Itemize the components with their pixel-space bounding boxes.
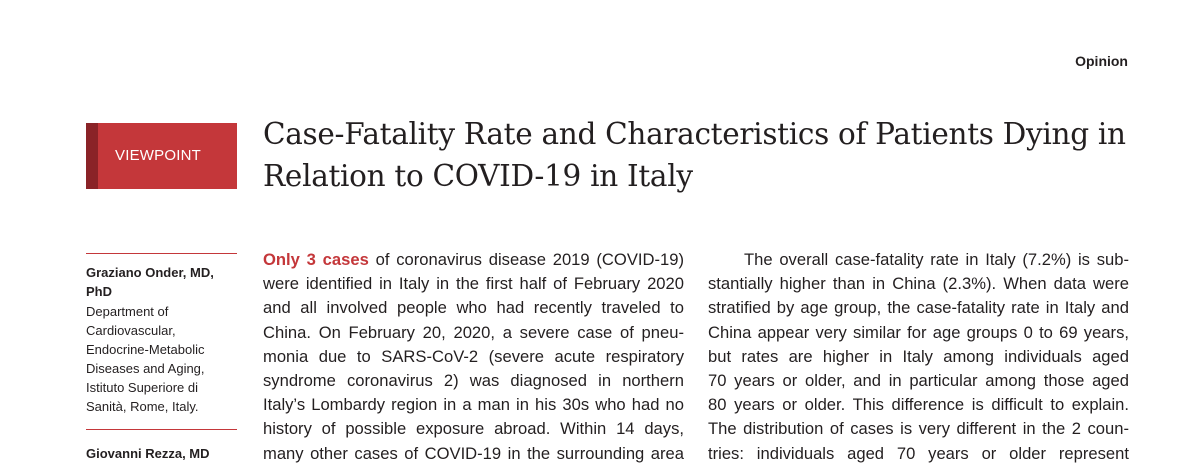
author-sidebar	[86, 253, 237, 463]
section-label: Opinion	[1075, 53, 1128, 69]
affiliation-line: Cardiovascular,	[86, 323, 176, 338]
author-name-line: Giovanni Rezza, MD	[86, 446, 210, 461]
body-line: syndrome coronavirus 2) was diagnosed in northern	[263, 371, 684, 391]
author-divider	[86, 253, 237, 254]
viewpoint-label: VIEWPOINT	[115, 147, 201, 164]
body-line: but rates are higher in Italy among individuals aged	[708, 346, 1129, 366]
author-divider	[86, 429, 237, 430]
body-line: 70 years or older, and in particular among those aged	[708, 371, 1129, 391]
body-line: many other cases of COVID-19 in the surrounding area	[263, 443, 684, 463]
affiliation-line: Endocrine-Metabolic	[86, 342, 205, 357]
body-line	[708, 248, 1129, 272]
body-line-text: of coronavirus disease 2019 (COVID-19)	[368, 250, 684, 269]
affiliation-line: Department of	[86, 304, 169, 319]
body-line: monia due to SARS-CoV-2 (severe acute respiratory	[263, 346, 684, 366]
body-line: Italy’s Lombardy region in a man in his 30s who had no	[263, 395, 684, 415]
author-block	[86, 444, 237, 463]
article-title: Case-Fatality Rate and Characteristics of Patients Dying in Relation to COVID-19 in Italy	[263, 117, 1126, 193]
body-paragraph	[708, 248, 1129, 466]
body-line: China appear very similar for age groups 0 to 69 years,	[708, 322, 1129, 342]
lead-in-text: Only 3 cases	[263, 250, 369, 269]
viewpoint-badge	[86, 123, 237, 189]
body-paragraph	[263, 248, 684, 466]
affiliation-line: Istituto Superiore di	[86, 380, 199, 395]
body-line: were identified in Italy in the first half of February 2020	[263, 274, 684, 294]
body-line: tries: individuals aged 70 years or older represent	[708, 443, 1129, 463]
author-name-line: PhD	[86, 284, 112, 299]
body-line: 80 years or older. This difference is difficult to explain.	[708, 395, 1129, 415]
body-line: stratified by age group, the case-fatality rate in Italy and	[708, 298, 1129, 318]
body-line: and all involved people who had recently traveled to	[263, 298, 684, 318]
author-name-line: Graziano Onder, MD,	[86, 265, 214, 280]
affiliation-line: Sanità, Rome, Italy.	[86, 399, 199, 414]
body-line	[263, 248, 684, 272]
body-line: China. On February 20, 2020, a severe case of pneu-	[263, 322, 684, 342]
author-affiliation	[86, 302, 237, 416]
author-name	[86, 263, 237, 301]
body-line-text: The overall case-fatality rate in Italy (7.2%) is sub-	[744, 250, 1129, 269]
affiliation-line: Diseases and Aging,	[86, 361, 205, 376]
body-column-right	[708, 248, 1129, 466]
body-line: The distribution of cases is very different in the 2 coun-	[708, 419, 1129, 439]
author-block	[86, 263, 237, 416]
body-line: stantially higher than in China (2.3%). When data were	[708, 274, 1129, 294]
body-column-left	[263, 248, 684, 466]
author-name	[86, 444, 237, 463]
body-line: history of possible exposure abroad. Within 14 days,	[263, 419, 684, 439]
